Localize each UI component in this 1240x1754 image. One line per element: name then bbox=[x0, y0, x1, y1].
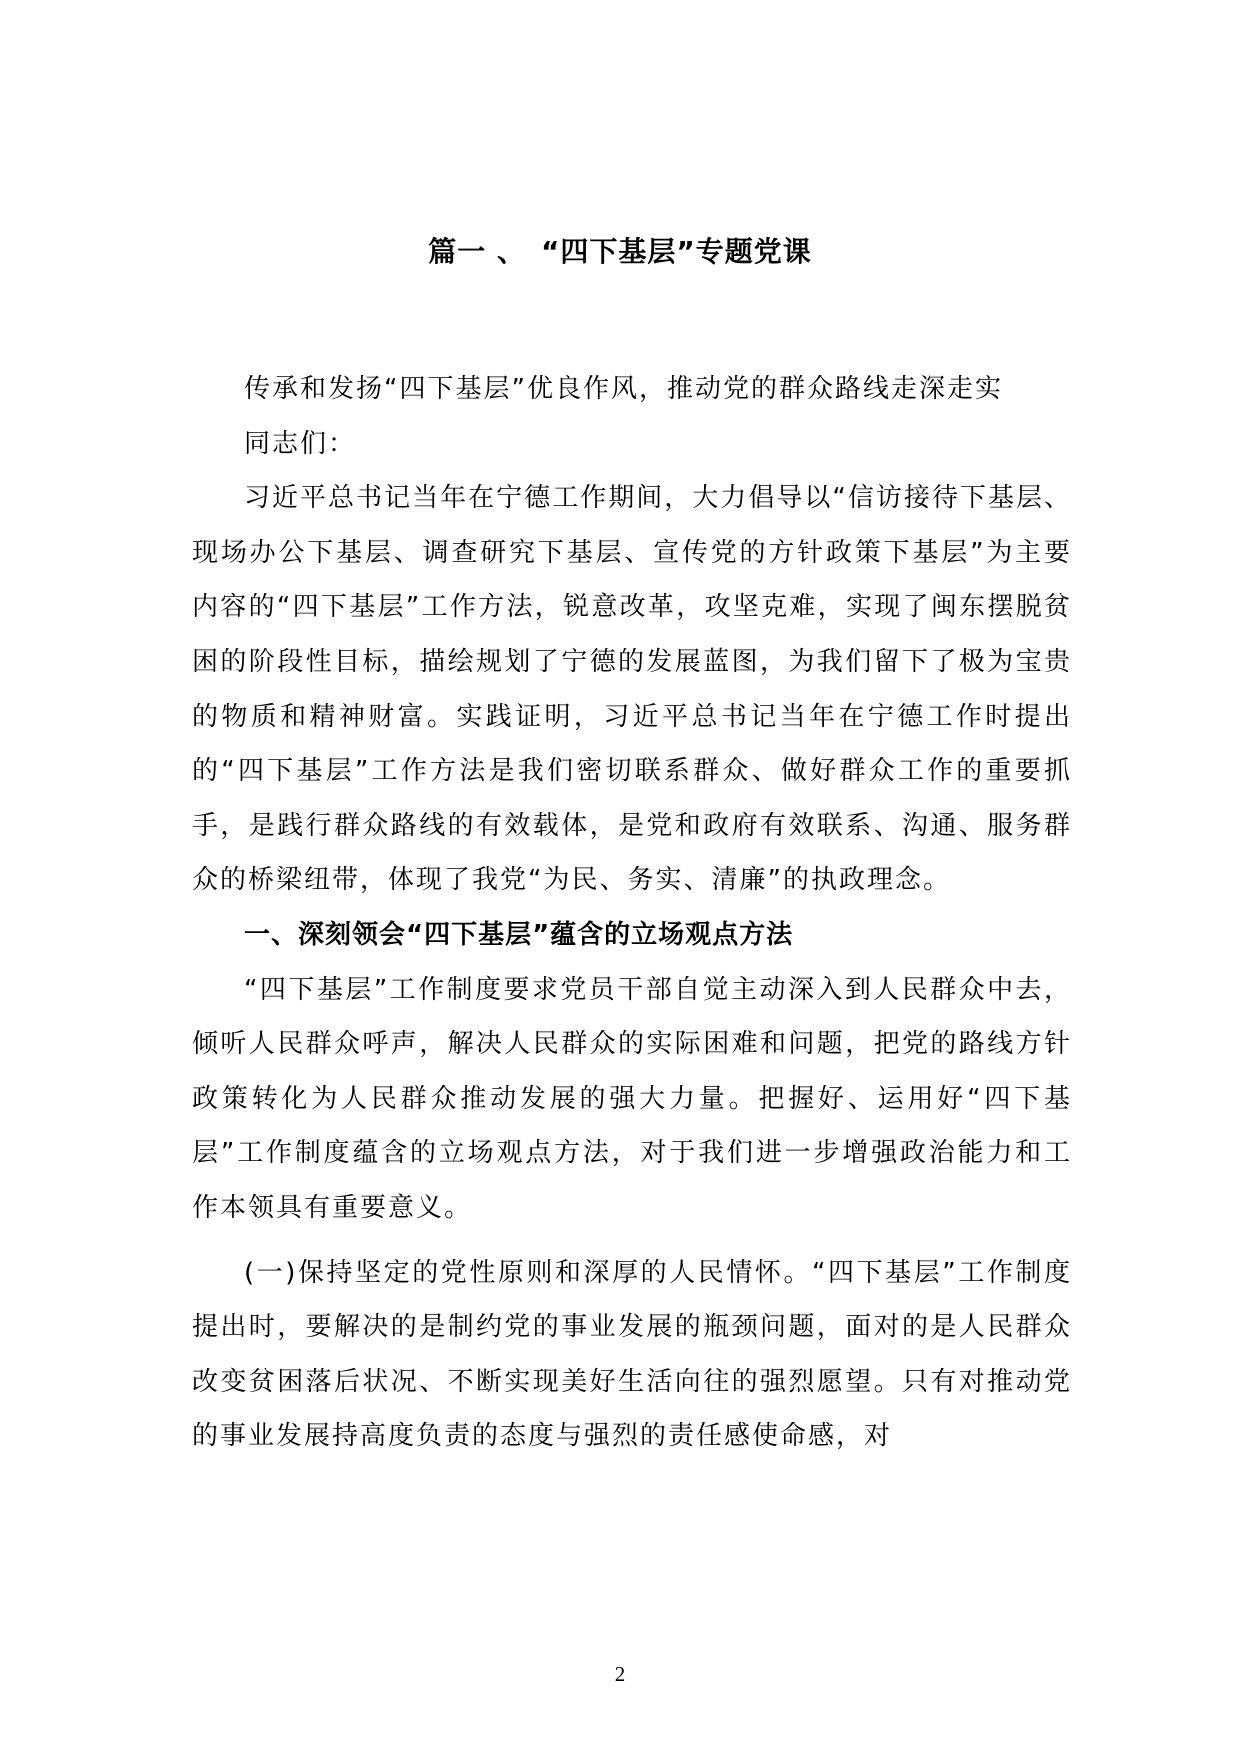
subsection-paragraph: (一)保持坚定的党性原则和深厚的人民情怀。“四下基层”工作制度提出时，要解决的是制约党的事业发展的瓶颈问题，面对的是人民群众改变贫困落后状况、不断实现美好生活向往的强烈愿望。只有对推动党的事业发展持高度负责的态度与强烈的责任感使命感，对 bbox=[192, 1257, 1072, 1452]
salutation: 同志们： bbox=[244, 428, 357, 459]
speech-topic: 传承和发扬“四下基层”优良作风，推动党的群众路线走深走实 bbox=[244, 374, 1003, 404]
section-heading: 一、深刻领会“四下基层”蕴含的立场观点方法 bbox=[244, 919, 794, 950]
section-paragraph: “四下基层”工作制度要求党员干部自觉主动深入到人民群众中去，倾听人民群众呼声，解决人民群众的实际困难和问题，把党的路线方针政策转化为人民群众推动发展的强大力量。把握好、运用好“四下基层”工作制度蕴含的立场观点方法，对于我们进一步增强政治能力和工作本领具有重要意义。 bbox=[192, 974, 1072, 1223]
intro-paragraph: 习近平总书记当年在宁德工作期间，大力倡导以“信访接待下基层、现场办公下基层、调查研究下基层、宣传党的方针政策下基层”为主要内容的“四下基层”工作方法，锐意改革，攻坚克难，实现了闽东摆脱贫困的阶段性目标，描绘规划了宁德的发展蓝图，为我们留下了极为宝贵的物质和精神财富。实践证明，习近平总书记当年在宁德工作时提出的“四下基层”工作方法是我们密切联系群众、做好群众工作的重要抓手，是践行群众路线的有效载体，是党和政府有效联系、沟通、服务群众的桥梁纽带，体现了我党“为民、务实、清廉”的执政理念。 bbox=[192, 483, 1072, 896]
page-number: 2 bbox=[614, 1662, 626, 1686]
document-body bbox=[192, 362, 1072, 1464]
document-title: 篇一 、 “四下基层”专题党课 bbox=[428, 235, 812, 268]
